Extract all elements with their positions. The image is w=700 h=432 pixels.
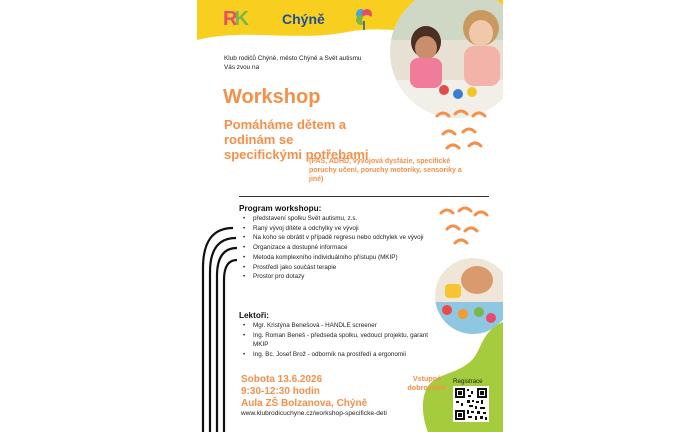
- klub-rodicu-logo: RK: [223, 8, 246, 30]
- list-item: • Metoda komplexního individuálního přístupu (MKIP): [239, 253, 443, 263]
- event-details: [241, 374, 367, 410]
- program-list: [239, 214, 443, 282]
- program-heading: Program workshopu:: [239, 204, 322, 213]
- svet-autismu-logo: [354, 7, 374, 31]
- list-item: • představení spolku Svět autismu, z.s.: [239, 214, 443, 224]
- event-date: Sobota 13.6.2026: [241, 374, 323, 385]
- list-item: • Mgr. Kristýna Benešová - HANDLE screener: [239, 321, 443, 331]
- subtitle: Pomáháme dětem a rodinám se specifickými potřebami: [224, 117, 369, 162]
- list-item: • Na koho se obrátit v případě regresu nebo odchylek ve vývoji: [239, 233, 443, 243]
- lecturers-list: [239, 321, 443, 360]
- invitation-text: Klub rodičů Chýně, město Chýně a Svět autismu Vás zvou na: [224, 55, 362, 71]
- orange-squiggle-decoration: [433, 108, 493, 152]
- divider: [239, 196, 489, 197]
- list-item: • Prostředí jako součást terapie: [239, 263, 443, 273]
- child-with-teacher-photo: [386, 0, 503, 118]
- arch-lines-decoration: [197, 208, 237, 432]
- orange-squiggle-decoration: [437, 205, 489, 247]
- page-title: Workshop: [223, 86, 321, 108]
- poster: [197, 0, 503, 432]
- registration-url[interactable]: www.klubrodicuchyne.cz/workshop-specificke-deti: [241, 410, 387, 417]
- event-place: Aula ZŠ Bolzanova, Chýně: [241, 398, 368, 409]
- list-item: • Prostor pro dotazy: [239, 272, 443, 282]
- list-item: • Ing. Roman Beneš - předseda spolku, vedoucí projektu, garant MKIP: [239, 331, 443, 350]
- event-time: 9:30-12:30 hodin: [241, 386, 320, 397]
- entry-fee: Vstupné dobrovolné: [407, 374, 447, 392]
- lecturers-heading: Lektoři:: [239, 311, 270, 320]
- registration-label: Registrace: [453, 378, 483, 385]
- list-item: • Raný vývoj dítěte a odchylky ve vývoji: [239, 224, 443, 234]
- list-item: • Organizace a dostupné informace: [239, 243, 443, 253]
- qr-code[interactable]: [453, 386, 489, 422]
- list-item: • Ing. Bc. Josef Brož - odborník na prostředí a ergonomii: [239, 350, 443, 360]
- chyne-logo: Chýně: [282, 11, 325, 27]
- subtitle-note: (PAS, ADHD, vývojová dysfázie, specifické poruchy učení, poruchy motoriky, sensoriky a jiné): [309, 158, 462, 183]
